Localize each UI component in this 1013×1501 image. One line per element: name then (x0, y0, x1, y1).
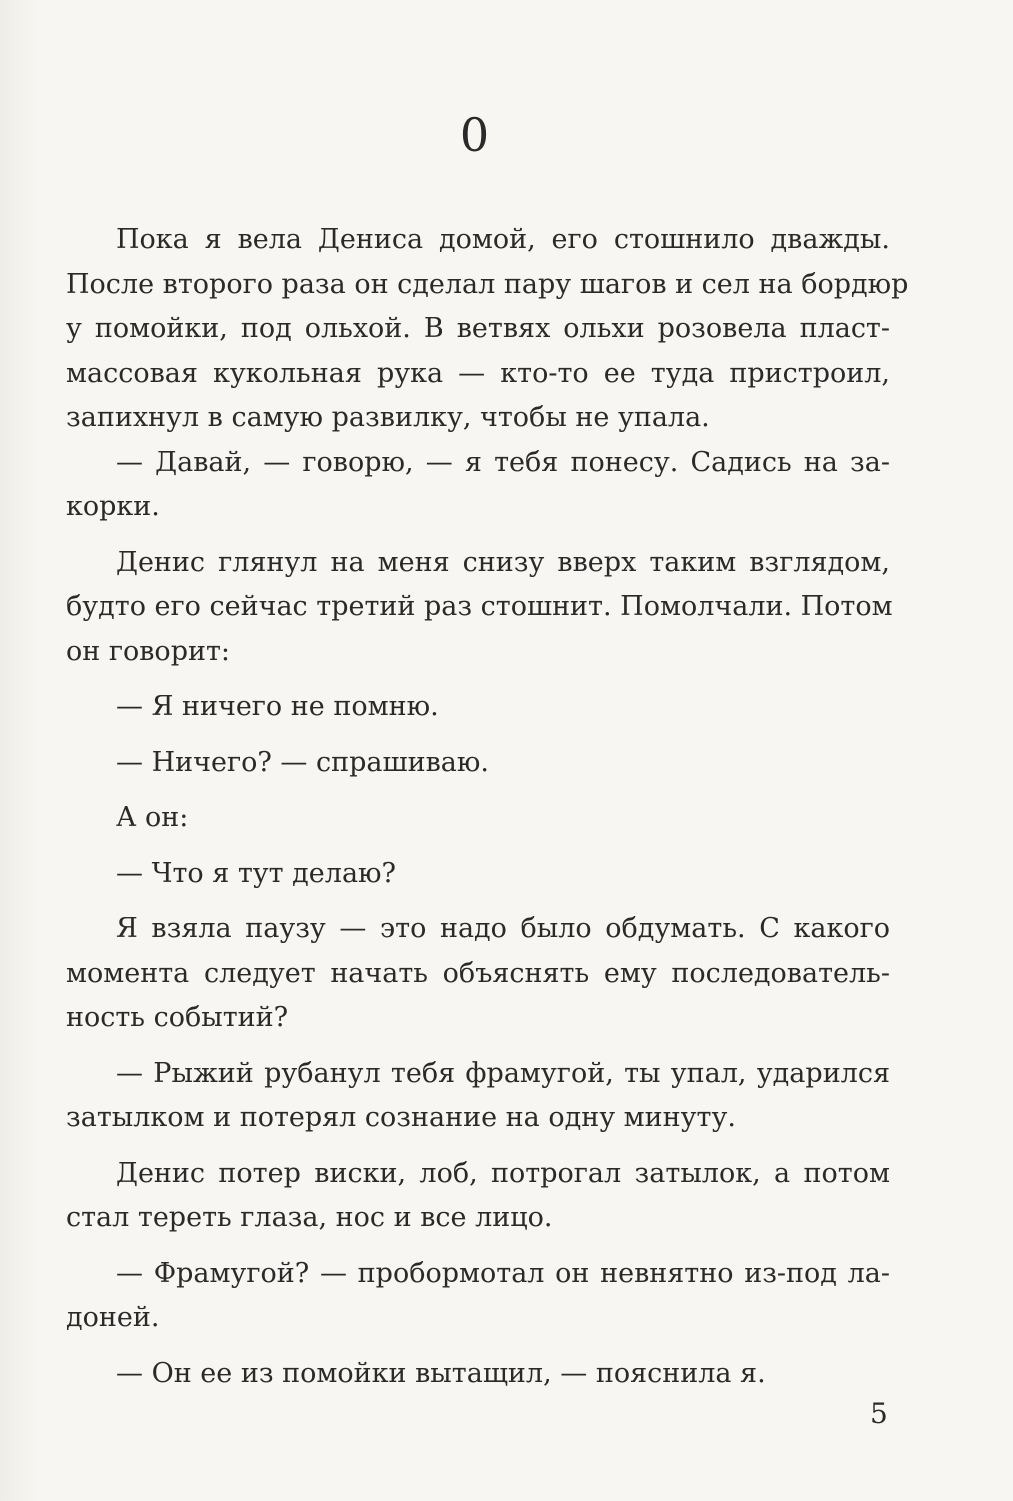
text-line: массовая кукольная рука — кто-то ее туда пристроил, (66, 357, 890, 389)
text-line: он говорит: (66, 635, 231, 667)
text-line: момента следует начать объяснять ему последователь- (66, 957, 890, 989)
text-line: Денис потер виски, лоб, потрогал затылок, а потом (116, 1157, 890, 1189)
text-line: запихнул в самую развилку, чтобы не упала. (66, 402, 710, 433)
text-line: — Что я тут делаю? (116, 857, 397, 889)
text-line: у помойки, под ольхой. В ветвях ольхи розовела пласт- (66, 313, 890, 344)
text-line: — Я ничего не помню. (116, 691, 439, 722)
body-text (66, 218, 909, 1396)
text-line: доней. (66, 1302, 160, 1333)
text-line: ность событий? (66, 1002, 289, 1033)
text-line: будто его сейчас третий раз стошнит. Помолчали. Потом (66, 591, 893, 622)
text-line: — Он ее из помойки вытащил, — пояснила я. (116, 1357, 766, 1389)
text-line: — Рыжий рубанул тебя фрамугой, ты упал, ударился (116, 1057, 890, 1089)
text-line: После второго раза он сделал пару шагов и сел на бордюр (66, 268, 909, 300)
text-line: — Ничего? — спрашиваю. (116, 746, 489, 778)
text-line: А он: (116, 802, 189, 833)
text-line: Денис глянул на меня снизу вверх таким взглядом, (116, 546, 890, 578)
chapter-title: 0 (459, 108, 491, 162)
text-line: корки. (66, 491, 160, 522)
text-line: Я взяла паузу — это надо было обдумать. С какого (116, 913, 890, 944)
text-line: стал тереть глаза, нос и все лицо. (66, 1202, 553, 1233)
text-line: затылком и потерял сознание на одну минуту. (66, 1102, 736, 1133)
page-number: 5 (870, 1397, 888, 1430)
text-line: — Фрамугой? — пробормотал он невнятно из-под ла- (116, 1257, 890, 1289)
text-line: — Давай, — говорю, — я тебя понесу. Садись на за- (116, 446, 890, 478)
text-line: Пока я вела Дениса домой, его стошнило дважды. (116, 224, 890, 255)
